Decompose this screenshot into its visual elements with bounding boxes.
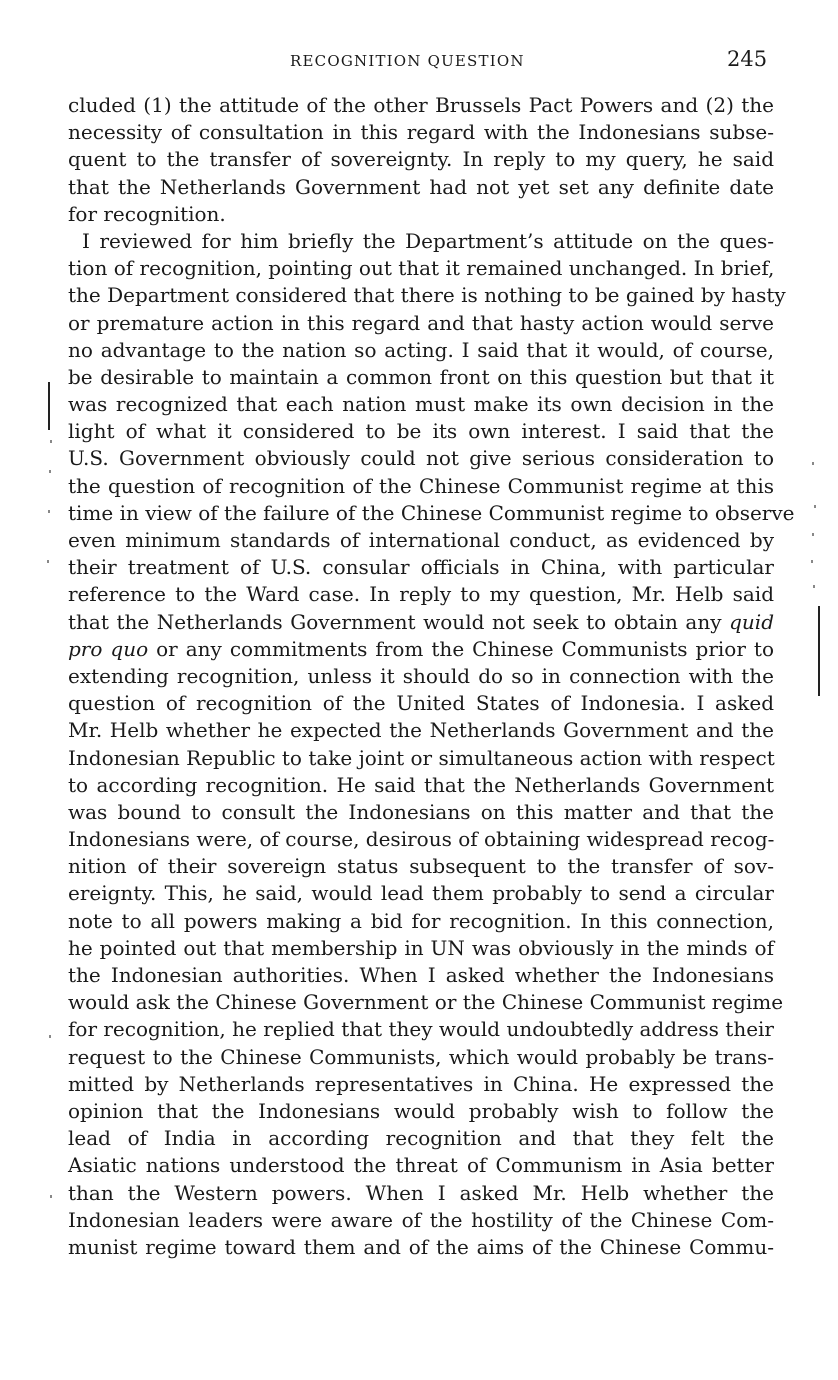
margin-speck bbox=[50, 1195, 52, 1198]
text-line: than the Western powers. When I asked Mr. Helb whether the bbox=[68, 1180, 774, 1205]
text-line: ereignty. This, he said, would lead them probably to send a circular bbox=[68, 881, 774, 906]
text-line: Asiatic nations understood the threat of Communism in Asia better bbox=[68, 1153, 774, 1178]
text-line: mitted by Netherlands representatives in China. He expressed the bbox=[68, 1071, 774, 1096]
text-line: opinion that the Indonesians would probably wish to follow the bbox=[68, 1098, 774, 1123]
text-line: their treatment of U.S. consular officials in China, with particular bbox=[68, 555, 774, 580]
text-line: Indonesians were, of course, desirous of obtaining widespread recog- bbox=[68, 827, 775, 852]
text-line: Indonesian leaders were aware of the hostility of the Chinese Com- bbox=[68, 1207, 774, 1232]
body-text bbox=[68, 92, 795, 1261]
text-line: Mr. Helb whether he expected the Netherlands Government and the bbox=[68, 718, 774, 743]
text-line: necessity of consultation in this regard with the Indonesians subse- bbox=[68, 120, 774, 145]
text-line: munist regime toward them and of the aims of the Chinese Commu- bbox=[68, 1234, 774, 1259]
text-line: quent to the transfer of sovereignty. In reply to my query, he said bbox=[68, 147, 774, 172]
text-line: reference to the Ward case. In reply to my question, Mr. Helb said bbox=[68, 582, 774, 607]
margin-speck bbox=[814, 505, 816, 508]
text-line: Indonesian Republic to take joint or simultaneous action with respect bbox=[68, 745, 775, 770]
margin-speck bbox=[47, 560, 49, 563]
text-line: was recognized that each nation must make its own decision in the bbox=[68, 392, 774, 417]
running-head: RECOGNITION QUESTION bbox=[290, 52, 525, 70]
margin-speck bbox=[812, 462, 814, 465]
text-line: extending recognition, unless it should do so in connection with the bbox=[68, 663, 774, 688]
page-number: 245 bbox=[727, 47, 768, 71]
text-line: pro quo or any commitments from the Chinese Communists prior to bbox=[68, 636, 774, 661]
text-line: even minimum standards of international conduct, as evidenced by bbox=[68, 528, 774, 552]
text-line: request to the Chinese Communists, which would probably be trans- bbox=[68, 1044, 774, 1069]
margin-mark-left bbox=[48, 382, 50, 430]
text-line: the Department considered that there is nothing to be gained by hasty bbox=[68, 283, 786, 308]
text-line: question of recognition of the United States of Indonesia. I asked bbox=[68, 691, 774, 716]
text-line: light of what it considered to be its own interest. I said that the bbox=[68, 419, 774, 444]
margin-mark-right bbox=[818, 606, 820, 696]
text-line: tion of recognition, pointing out that it remained unchanged. In brief, bbox=[68, 256, 775, 281]
text-line: to according recognition. He said that the Netherlands Government bbox=[68, 772, 774, 797]
margin-speck bbox=[50, 440, 52, 443]
text-line: I reviewed for him briefly the Department’s attitude on the ques- bbox=[82, 228, 774, 253]
margin-speck bbox=[811, 560, 813, 563]
margin-speck bbox=[48, 510, 50, 513]
text-line: for recognition. bbox=[68, 201, 226, 226]
text-line: that the Netherlands Government would not seek to obtain any quid bbox=[68, 609, 774, 634]
text-line: note to all powers making a bid for recognition. In this connection, bbox=[68, 908, 774, 933]
text-line: or premature action in this regard and that hasty action would serve bbox=[68, 310, 774, 335]
text-line: that the Netherlands Government had not yet set any definite date bbox=[68, 174, 774, 199]
text-line: lead of India in according recognition and that they felt the bbox=[68, 1126, 774, 1151]
text-line: would ask the Chinese Government or the Chinese Communist regime bbox=[68, 990, 784, 1015]
margin-speck bbox=[812, 533, 814, 536]
text-line: U.S. Government obviously could not give serious consideration to bbox=[68, 446, 774, 471]
text-line: cluded (1) the attitude of the other Brussels Pact Powers and (2) the bbox=[68, 93, 774, 117]
text-line: time in view of the failure of the Chinese Communist regime to observe bbox=[68, 500, 795, 525]
text-line: no advantage to the nation so acting. I said that it would, of course, bbox=[68, 337, 774, 362]
text-line: he pointed out that membership in UN was obviously in the minds of bbox=[68, 935, 774, 960]
margin-speck bbox=[813, 585, 815, 588]
text-line: the question of recognition of the Chinese Communist regime at this bbox=[68, 473, 774, 498]
margin-speck bbox=[49, 470, 51, 473]
text-line: for recognition, he replied that they would undoubtedly address their bbox=[68, 1017, 774, 1042]
text-line: the Indonesian authorities. When I asked whether the Indonesians bbox=[68, 963, 774, 987]
margin-speck bbox=[49, 1035, 51, 1038]
text-line: be desirable to maintain a common front on this question but that it bbox=[68, 364, 774, 389]
text-line: was bound to consult the Indonesians on this matter and that the bbox=[68, 799, 774, 824]
text-line: nition of their sovereign status subsequent to the transfer of sov- bbox=[68, 854, 774, 879]
